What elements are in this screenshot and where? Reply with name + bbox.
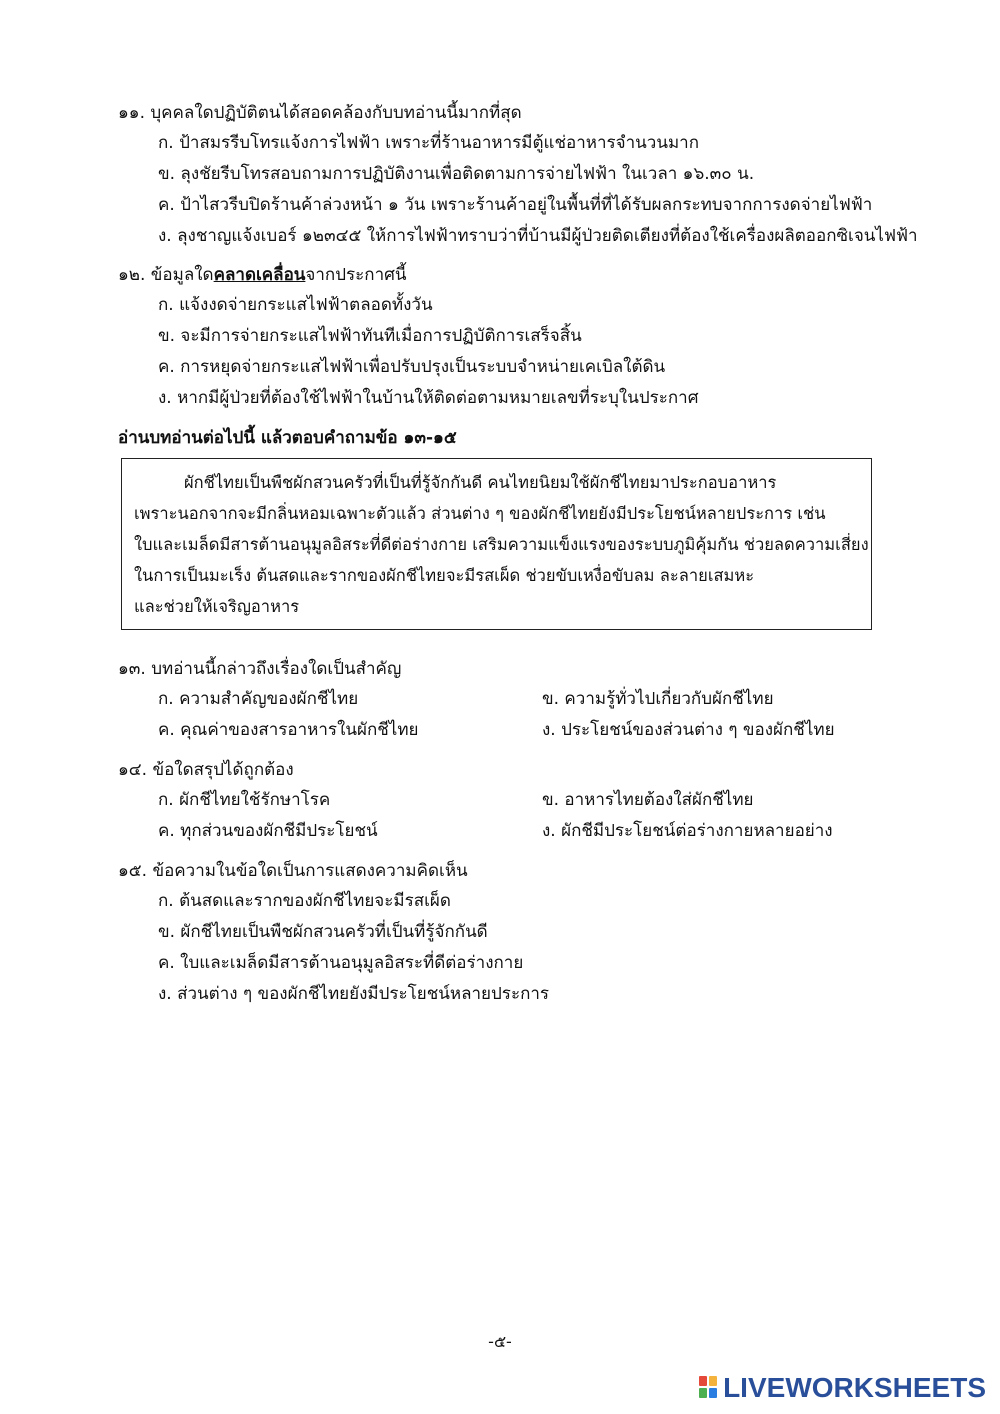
q12-option-c: ค. การหยุดจ่ายกระแสไฟฟ้าเพื่อปรับปรุงเป็นระบบจำหน่ายเคเบิลใต้ดิน (158, 357, 666, 377)
passage-line-3: ใบและเมล็ดมีสารต้านอนุมูลอิสระที่ดีต่อร่างกาย เสริมความแข็งแรงของระบบภูมิคุ้มกัน ช่วยลดความเสี่ยง (134, 535, 869, 554)
passage-line-1: ผักชีไทยเป็นพืชผักสวนครัวที่เป็นที่รู้จักกันดี คนไทยนิยมใช้ผักชีไทยมาประกอบอาหาร (184, 473, 777, 492)
passage-line-5: และช่วยให้เจริญอาหาร (134, 597, 300, 616)
question-14-stem: ๑๔. ข้อใดสรุปได้ถูกต้อง (118, 760, 294, 780)
reading-instruction-heading: อ่านบทอ่านต่อไปนี้ แล้วตอบคำถามข้อ ๑๓-๑๕ (118, 428, 457, 448)
liveworksheets-logo-icon (699, 1376, 719, 1400)
q13-option-c: ค. คุณค่าของสารอาหารในผักชีไทย (158, 720, 419, 740)
question-15-stem: ๑๕. ข้อความในข้อใดเป็นการแสดงความคิดเห็น (118, 861, 468, 881)
passage-line-4: ในการเป็นมะเร็ง ต้นสดและรากของผักชีไทยจะมีรสเผ็ด ช่วยขับเหงื่อขับลม ละลายเสมหะ (134, 566, 755, 585)
q14-option-d: ง. ผักชีมีประโยชน์ต่อร่างกายหลายอย่าง (542, 821, 833, 841)
q13-option-b: ข. ความรู้ทั่วไปเกี่ยวกับผักชีไทย (542, 689, 774, 709)
question-11-stem: ๑๑. บุคคลใดปฏิบัติตนได้สอดคล้องกับบทอ่านนี้มากที่สุด (118, 103, 522, 123)
q15-option-d: ง. ส่วนต่าง ๆ ของผักชีไทยยังมีประโยชน์หลายประการ (158, 984, 550, 1004)
q12-option-b: ข. จะมีการจ่ายกระแสไฟฟ้าทันทีเมื่อการปฏิบัติการเสร็จสิ้น (158, 326, 582, 346)
q11-option-c: ค. ป้าไสวรีบปิดร้านค้าล่วงหน้า ๑ วัน เพราะร้านค้าอยู่ในพื้นที่ที่ได้รับผลกระทบจากการงดจ่ายไฟฟ้า (158, 195, 873, 215)
q13-option-a: ก. ความสำคัญของผักชีไทย (158, 689, 359, 709)
q12-stem-pre: ๑๒. ข้อมูลใด (118, 265, 214, 285)
q12-option-d: ง. หากมีผู้ป่วยที่ต้องใช้ไฟฟ้าในบ้านให้ติดต่อตามหมายเลขที่ระบุในประกาศ (158, 388, 699, 408)
q14-option-c: ค. ทุกส่วนของผักชีมีประโยชน์ (158, 821, 378, 841)
question-13-stem: ๑๓. บทอ่านนี้กล่าวถึงเรื่องใดเป็นสำคัญ (118, 659, 402, 679)
page-number: -๕- (488, 1332, 512, 1351)
liveworksheets-brand[interactable] (699, 1372, 986, 1404)
q12-option-a: ก. แจ้งงดจ่ายกระแสไฟฟ้าตลอดทั้งวัน (158, 295, 433, 315)
q13-option-d: ง. ประโยชน์ของส่วนต่าง ๆ ของผักชีไทย (542, 720, 835, 740)
q14-option-a: ก. ผักชีไทยใช้รักษาโรค (158, 790, 331, 810)
q11-option-d: ง. ลุงชาญแจ้งเบอร์ ๑๒๓๔๕ ให้การไฟฟ้าทราบว่าที่บ้านมีผู้ป่วยติดเตียงที่ต้องใช้เครื่องผลิตออกซิเจนไฟฟ้า (158, 226, 918, 246)
q14-option-b: ข. อาหารไทยต้องใส่ผักชีไทย (542, 790, 754, 810)
q11-option-b: ข. ลุงชัยรีบโทรสอบถามการปฏิบัติงานเพื่อติดตามการจ่ายไฟฟ้า ในเวลา ๑๖.๓๐ น. (158, 164, 755, 184)
liveworksheets-wordmark: LIVEWORKSHEETS (723, 1372, 986, 1403)
q15-option-a: ก. ต้นสดและรากของผักชีไทยจะมีรสเผ็ด (158, 891, 451, 911)
q15-option-b: ข. ผักชีไทยเป็นพืชผักสวนครัวที่เป็นที่รู้จักกันดี (158, 922, 488, 942)
q12-stem-emphasis: คลาดเคลื่อน (213, 265, 306, 285)
passage-line-2: เพราะนอกจากจะมีกลิ่นหอมเฉพาะตัวแล้ว ส่วนต่าง ๆ ของผักชีไทยยังมีประโยชน์หลายประการ เช่น (134, 504, 826, 523)
q15-option-c: ค. ใบและเมล็ดมีสารต้านอนุมูลอิสระที่ดีต่อร่างกาย (158, 953, 524, 973)
q11-option-a: ก. ป้าสมรรีบโทรแจ้งการไฟฟ้า เพราะที่ร้านอาหารมีตู้แช่อาหารจำนวนมาก (158, 133, 699, 153)
q12-stem-post: จากประกาศนี้ (305, 265, 407, 285)
question-12-stem (118, 263, 407, 287)
reading-passage-box (121, 458, 872, 630)
